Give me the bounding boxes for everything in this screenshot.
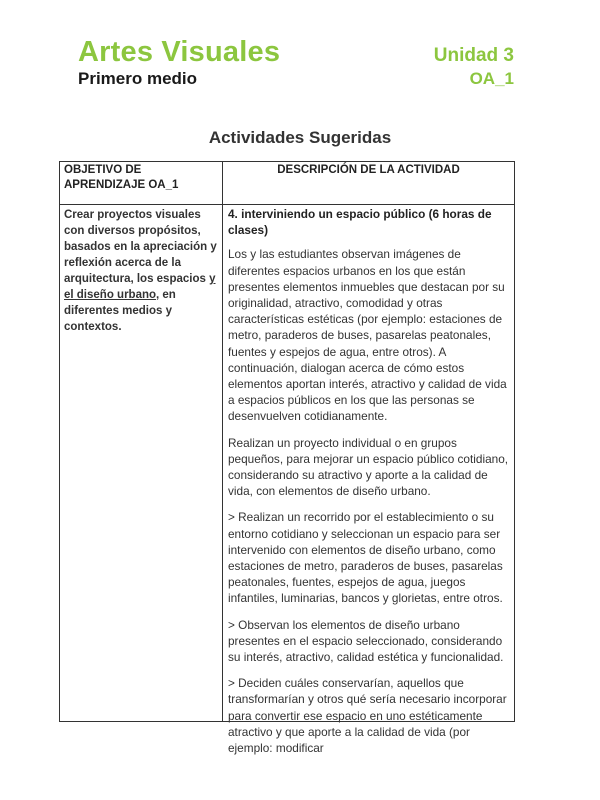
subject-title: Artes Visuales <box>78 36 281 68</box>
objective-cell <box>60 205 223 722</box>
table-row <box>60 205 515 722</box>
activity-paragraph: > Observan los elementos de diseño urbano presentes en el espacio seleccionado, considerando su interés, atractivo, calidad estética y funcionalidad. <box>228 617 504 665</box>
activity-paragraph: > Deciden cuáles conservarían, aquellos que transformarían y otros qué sería necesario incorporar para convertir ese espacio en uno estéticamente atractivo y que aporte a la calidad de vida (por ejemplo: modificar <box>228 676 507 756</box>
objective-text-1: Crear proyectos visuales con diversos propósitos, basados en la apreciación y reflexión acerca de la arquitectura, los espacios <box>64 209 217 285</box>
objective-header: OBJETIVO DE APRENDIZAJE OA_1 <box>60 162 223 205</box>
description-cell <box>223 205 515 756</box>
objective-underlined: y el diseño urbano <box>64 273 216 301</box>
oa-label: OA_1 <box>469 69 514 88</box>
table-header-row <box>60 162 515 205</box>
description-header: DESCRIPCIÓN DE LA ACTIVIDAD <box>223 162 515 205</box>
unit-label: Unidad 3 <box>433 45 514 66</box>
section-title: Actividades Sugeridas <box>208 128 392 147</box>
page-header <box>78 36 514 89</box>
activity-paragraph: Los y las estudiantes observan imágenes de diferentes espacios urbanos en los que están presentes elementos inmuebles que destacan por su originalidad, atractivo, comodidad y otras características estéticas (por ejemplo: estaciones de metro, paraderos de buses, pasarelas peatonales, fuentes y espejos de agua, entre otros). A continuación, dialogan acerca de cómo estos elementos aportan interés, atractivo y calidad de vida a espacios públicos en los que las personas se desenvuelven cotidianamente. <box>228 247 507 424</box>
activity-paragraph: Realizan un proyecto individual o en grupos pequeños, para mejorar un espacio público cotidiano, considerando su atractivo y aporte a la calidad de vida, con elementos de diseño urbano. <box>228 435 509 499</box>
objective-text-2: , en diferentes medios y contextos. <box>64 289 176 333</box>
activity-title: 4. interviniendo un espacio público (6 horas de clases) <box>228 207 492 238</box>
grade-subtitle: Primero medio <box>78 69 198 88</box>
activities-table <box>59 161 515 756</box>
activity-paragraph: > Realizan un recorrido por el establecimiento o su entorno cotidiano y seleccionan un espacio para ser intervenido con elementos de diseño urbano, como estaciones de metro, paraderos de buses, pasarelas peatonales, fuentes, espejos de agua, juegos infantiles, luminarias, bancos y glorietas, entre otros. <box>228 510 503 606</box>
